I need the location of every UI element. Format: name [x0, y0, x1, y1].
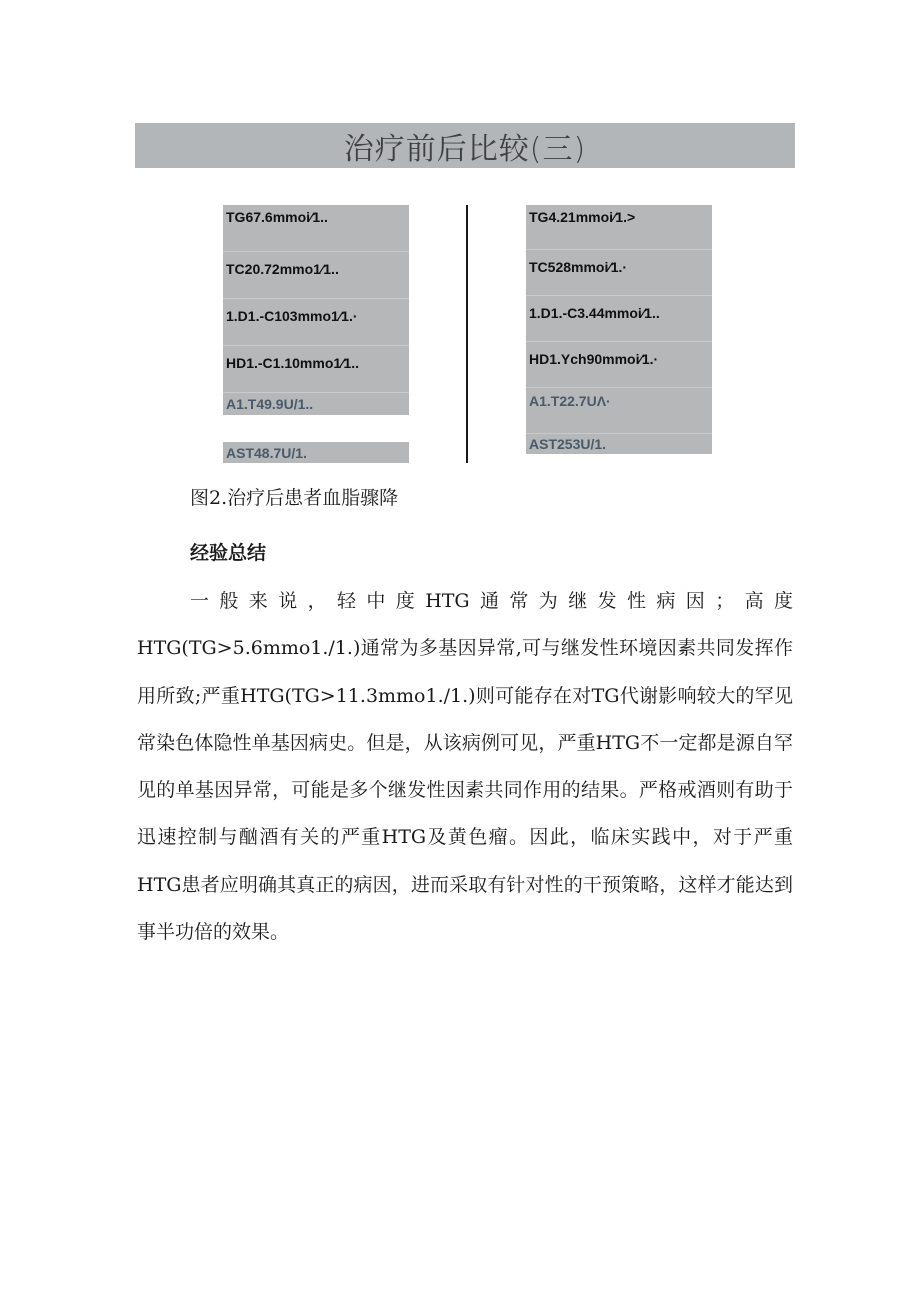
section-heading: 经验总结 [190, 542, 267, 564]
before-row-alt: A1.T49.9U/1.. [226, 396, 314, 412]
title-banner [135, 123, 795, 168]
before-row-ast: AST48.7U/1. [226, 445, 307, 461]
after-panel [526, 205, 712, 454]
body-paragraph: 一般来说，轻中度HTG通常为继发性病因；高度HTG(TG>5.6mmo1./1.)通常为多基因异常,可与继发性环境因素共同发挥作用所致;严重HTG(TG>11.3mmo1./1.)则可能存在对TG代谢影响较大的罕见常染色体隐性单基因病史。但是，从该病例可见，严重HTG不一定都是源自罕见的单基因异常，可能是多个继发性因素共同作用的结果。严格戒酒则有助于迅速控制与酗酒有关的严重HTG及黄色瘤。因此，临床实践中，对于严重HTG患者应明确其真正的病因，进而采取有针对性的干预策略，这样才能达到事半功倍的效果。 [137, 590, 793, 944]
after-row-ldl: 1.D1.-C3.44mmoi⁄1.. [526, 296, 712, 342]
before-row-tc: TC20.72mmo1⁄1.. [223, 252, 409, 299]
after-row-tg: TG4.21mmoi⁄1.> [526, 205, 712, 250]
after-row-hdl: HD1.Ych90mmoi⁄1.· [526, 342, 712, 388]
before-row-ldl: 1.D1.-C103mmo1⁄1.· [223, 299, 409, 346]
before-row-tg: TG67.6mmoi⁄1.. [223, 205, 409, 252]
after-row-alt: A1.T22.7UΛ· [526, 388, 712, 434]
banner-title: 治疗前后比较(三) [343, 131, 587, 167]
after-row-ast: AST253U/1. [529, 436, 607, 452]
column-divider [466, 205, 468, 463]
figure-caption: 图2.治疗后患者血脂骤降 [190, 487, 399, 509]
before-panel-ast [223, 442, 409, 463]
before-row-hdl: HD1.-C1.10mmo1⁄1.. [223, 346, 409, 393]
after-row-tc: TC528mmoi⁄1.· [526, 250, 712, 296]
before-panel [223, 205, 409, 415]
